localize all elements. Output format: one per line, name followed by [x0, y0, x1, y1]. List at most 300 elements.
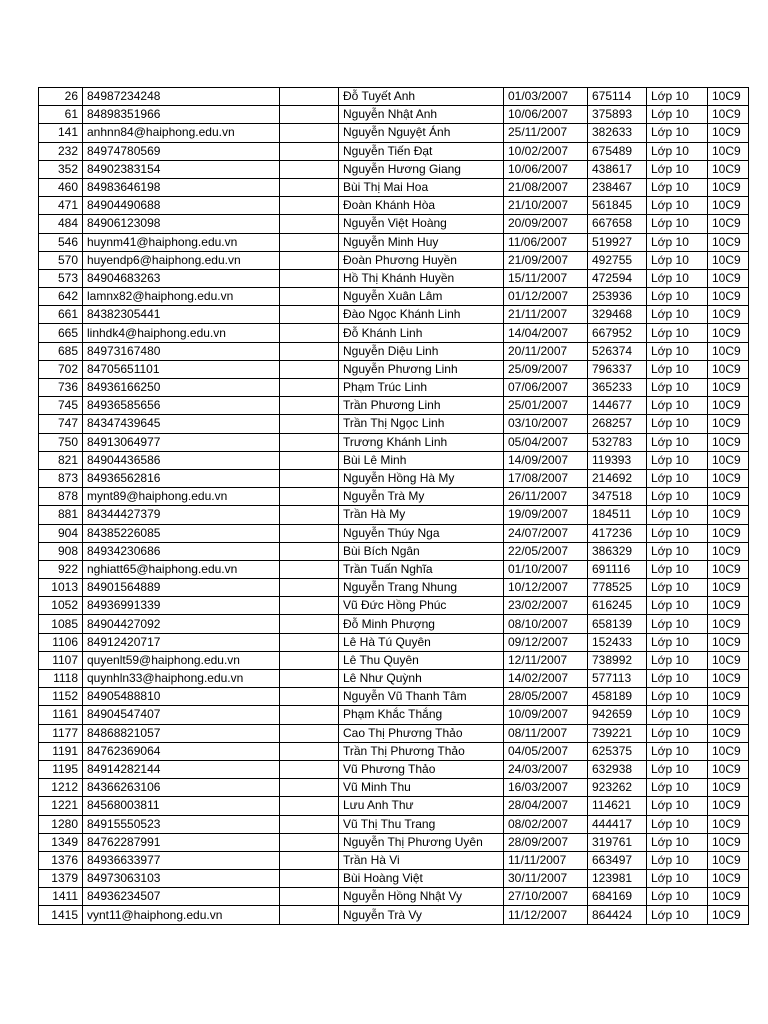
student-name-cell: Trần Tuấn Nghĩa	[339, 560, 504, 578]
student-name-cell: Cao Thị Phương Thảo	[339, 724, 504, 742]
table-row	[39, 688, 749, 706]
code-cell: 667658	[588, 215, 647, 233]
student-id-cell: 1376	[39, 851, 83, 869]
birth-date-cell: 11/12/2007	[504, 906, 588, 924]
code-cell: 417236	[588, 524, 647, 542]
student-name-cell: Đoàn Phương Huyền	[339, 251, 504, 269]
student-name-cell: Nguyễn Trà My	[339, 488, 504, 506]
contact-cell: 84936562816	[83, 469, 280, 487]
contact-cell: 84382305441	[83, 306, 280, 324]
table-row	[39, 288, 749, 306]
table-row	[39, 142, 749, 160]
grade-cell: Lớp 10	[647, 160, 708, 178]
contact-cell: 84904436586	[83, 451, 280, 469]
student-name-cell: Nguyễn Xuân Lâm	[339, 288, 504, 306]
code-cell: 667952	[588, 324, 647, 342]
table-row	[39, 615, 749, 633]
grade-cell: Lớp 10	[647, 870, 708, 888]
grade-cell: Lớp 10	[647, 415, 708, 433]
student-id-cell: 546	[39, 233, 83, 251]
student-name-cell: Nguyễn Hồng Hà My	[339, 469, 504, 487]
student-id-cell: 881	[39, 506, 83, 524]
blank-cell	[280, 397, 339, 415]
code-cell: 739221	[588, 724, 647, 742]
grade-cell: Lớp 10	[647, 560, 708, 578]
contact-cell: quynhln33@haiphong.edu.vn	[83, 670, 280, 688]
class-cell: 10C9	[708, 579, 749, 597]
grade-cell: Lớp 10	[647, 106, 708, 124]
contact-cell: 84905488810	[83, 688, 280, 706]
blank-cell	[280, 251, 339, 269]
grade-cell: Lớp 10	[647, 579, 708, 597]
class-cell: 10C9	[708, 597, 749, 615]
table-row	[39, 251, 749, 269]
contact-cell: 84973063103	[83, 870, 280, 888]
code-cell: 684169	[588, 888, 647, 906]
contact-cell: vynt11@haiphong.edu.vn	[83, 906, 280, 924]
class-cell: 10C9	[708, 633, 749, 651]
student-id-cell: 665	[39, 324, 83, 342]
student-name-cell: Hồ Thị Khánh Huyền	[339, 269, 504, 287]
table-row	[39, 797, 749, 815]
student-id-cell: 61	[39, 106, 83, 124]
birth-date-cell: 28/09/2007	[504, 833, 588, 851]
contact-cell: 84973167480	[83, 342, 280, 360]
student-name-cell: Lê Hà Tú Quyên	[339, 633, 504, 651]
birth-date-cell: 09/12/2007	[504, 633, 588, 651]
table-row	[39, 379, 749, 397]
table-row	[39, 506, 749, 524]
contact-cell: 84934230686	[83, 542, 280, 560]
table-row	[39, 415, 749, 433]
grade-cell: Lớp 10	[647, 233, 708, 251]
contact-cell: 84904547407	[83, 706, 280, 724]
blank-cell	[280, 160, 339, 178]
student-id-cell: 1085	[39, 615, 83, 633]
blank-cell	[280, 724, 339, 742]
grade-cell: Lớp 10	[647, 397, 708, 415]
contact-cell: 84987234248	[83, 88, 280, 106]
grade-cell: Lớp 10	[647, 451, 708, 469]
class-cell: 10C9	[708, 215, 749, 233]
class-cell: 10C9	[708, 888, 749, 906]
grade-cell: Lớp 10	[647, 542, 708, 560]
grade-cell: Lớp 10	[647, 779, 708, 797]
class-cell: 10C9	[708, 815, 749, 833]
grade-cell: Lớp 10	[647, 815, 708, 833]
contact-cell: 84344427379	[83, 506, 280, 524]
grade-cell: Lớp 10	[647, 688, 708, 706]
grade-cell: Lớp 10	[647, 724, 708, 742]
contact-cell: quyenlt59@haiphong.edu.vn	[83, 651, 280, 669]
student-name-cell: Nguyễn Hương Giang	[339, 160, 504, 178]
contact-cell: 84904427092	[83, 615, 280, 633]
birth-date-cell: 19/09/2007	[504, 506, 588, 524]
contact-cell: 84568003811	[83, 797, 280, 815]
contact-cell: 84762287991	[83, 833, 280, 851]
student-id-cell: 878	[39, 488, 83, 506]
blank-cell	[280, 888, 339, 906]
student-name-cell: Đỗ Minh Phượng	[339, 615, 504, 633]
birth-date-cell: 11/11/2007	[504, 851, 588, 869]
class-cell: 10C9	[708, 651, 749, 669]
student-id-cell: 232	[39, 142, 83, 160]
blank-cell	[280, 779, 339, 797]
table-row	[39, 524, 749, 542]
class-cell: 10C9	[708, 742, 749, 760]
grade-cell: Lớp 10	[647, 833, 708, 851]
code-cell: 144677	[588, 397, 647, 415]
blank-cell	[280, 597, 339, 615]
code-cell: 458189	[588, 688, 647, 706]
class-cell: 10C9	[708, 106, 749, 124]
birth-date-cell: 24/03/2007	[504, 760, 588, 778]
student-id-cell: 685	[39, 342, 83, 360]
birth-date-cell: 10/09/2007	[504, 706, 588, 724]
blank-cell	[280, 870, 339, 888]
student-id-cell: 908	[39, 542, 83, 560]
blank-cell	[280, 379, 339, 397]
student-id-cell: 904	[39, 524, 83, 542]
student-id-cell: 26	[39, 88, 83, 106]
table-row	[39, 670, 749, 688]
grade-cell: Lớp 10	[647, 706, 708, 724]
class-cell: 10C9	[708, 251, 749, 269]
student-name-cell: Phạm Khắc Thắng	[339, 706, 504, 724]
birth-date-cell: 04/05/2007	[504, 742, 588, 760]
student-name-cell: Bùi Bích Ngân	[339, 542, 504, 560]
student-name-cell: Bùi Hoàng Việt	[339, 870, 504, 888]
birth-date-cell: 17/08/2007	[504, 469, 588, 487]
table-row	[39, 233, 749, 251]
code-cell: 691116	[588, 560, 647, 578]
blank-cell	[280, 433, 339, 451]
class-cell: 10C9	[708, 379, 749, 397]
code-cell: 119393	[588, 451, 647, 469]
student-id-cell: 1212	[39, 779, 83, 797]
code-cell: 519927	[588, 233, 647, 251]
student-name-cell: Đào Ngọc Khánh Linh	[339, 306, 504, 324]
blank-cell	[280, 178, 339, 196]
code-cell: 238467	[588, 178, 647, 196]
code-cell: 123981	[588, 870, 647, 888]
table-row	[39, 324, 749, 342]
grade-cell: Lớp 10	[647, 597, 708, 615]
class-cell: 10C9	[708, 324, 749, 342]
birth-date-cell: 21/11/2007	[504, 306, 588, 324]
student-name-cell: Nguyễn Vũ Thanh Tâm	[339, 688, 504, 706]
student-id-cell: 873	[39, 469, 83, 487]
grade-cell: Lớp 10	[647, 760, 708, 778]
roster-body	[39, 88, 749, 925]
student-id-cell: 1107	[39, 651, 83, 669]
birth-date-cell: 20/11/2007	[504, 342, 588, 360]
code-cell: 942659	[588, 706, 647, 724]
student-id-cell: 1349	[39, 833, 83, 851]
grade-cell: Lớp 10	[647, 797, 708, 815]
contact-cell: 84914282144	[83, 760, 280, 778]
class-cell: 10C9	[708, 560, 749, 578]
student-id-cell: 1052	[39, 597, 83, 615]
student-name-cell: Nguyễn Minh Huy	[339, 233, 504, 251]
contact-cell: 84902383154	[83, 160, 280, 178]
contact-cell: 84983646198	[83, 178, 280, 196]
contact-cell: mynt89@haiphong.edu.vn	[83, 488, 280, 506]
grade-cell: Lớp 10	[647, 306, 708, 324]
student-id-cell: 1152	[39, 688, 83, 706]
table-row	[39, 597, 749, 615]
class-cell: 10C9	[708, 615, 749, 633]
contact-cell: 84868821057	[83, 724, 280, 742]
contact-cell: 84912420717	[83, 633, 280, 651]
code-cell: 114621	[588, 797, 647, 815]
table-row	[39, 542, 749, 560]
student-name-cell: Lê Như Quỳnh	[339, 670, 504, 688]
contact-cell: 84762369064	[83, 742, 280, 760]
blank-cell	[280, 579, 339, 597]
code-cell: 184511	[588, 506, 647, 524]
code-cell: 152433	[588, 633, 647, 651]
contact-cell: linhdk4@haiphong.edu.vn	[83, 324, 280, 342]
blank-cell	[280, 233, 339, 251]
blank-cell	[280, 106, 339, 124]
student-name-cell: Nguyễn Hồng Nhật Vy	[339, 888, 504, 906]
student-id-cell: 1280	[39, 815, 83, 833]
table-row	[39, 88, 749, 106]
birth-date-cell: 25/01/2007	[504, 397, 588, 415]
blank-cell	[280, 560, 339, 578]
grade-cell: Lớp 10	[647, 88, 708, 106]
grade-cell: Lớp 10	[647, 670, 708, 688]
table-row	[39, 779, 749, 797]
blank-cell	[280, 506, 339, 524]
code-cell: 438617	[588, 160, 647, 178]
code-cell: 268257	[588, 415, 647, 433]
code-cell: 675489	[588, 142, 647, 160]
student-name-cell: Lưu Anh Thư	[339, 797, 504, 815]
student-name-cell: Trần Thị Ngọc Linh	[339, 415, 504, 433]
blank-cell	[280, 524, 339, 542]
birth-date-cell: 14/02/2007	[504, 670, 588, 688]
table-row	[39, 306, 749, 324]
student-id-cell: 1013	[39, 579, 83, 597]
table-row	[39, 760, 749, 778]
table-row	[39, 342, 749, 360]
student-name-cell: Bùi Lê Minh	[339, 451, 504, 469]
table-row	[39, 906, 749, 924]
contact-cell: 84705651101	[83, 360, 280, 378]
student-name-cell: Nguyễn Việt Hoàng	[339, 215, 504, 233]
class-cell: 10C9	[708, 342, 749, 360]
grade-cell: Lớp 10	[647, 615, 708, 633]
code-cell: 319761	[588, 833, 647, 851]
birth-date-cell: 01/03/2007	[504, 88, 588, 106]
birth-date-cell: 20/09/2007	[504, 215, 588, 233]
contact-cell: 84936234507	[83, 888, 280, 906]
table-row	[39, 469, 749, 487]
birth-date-cell: 08/11/2007	[504, 724, 588, 742]
birth-date-cell: 10/02/2007	[504, 142, 588, 160]
table-row	[39, 633, 749, 651]
blank-cell	[280, 797, 339, 815]
birth-date-cell: 27/10/2007	[504, 888, 588, 906]
code-cell: 532783	[588, 433, 647, 451]
table-row	[39, 124, 749, 142]
blank-cell	[280, 269, 339, 287]
student-id-cell: 570	[39, 251, 83, 269]
birth-date-cell: 11/06/2007	[504, 233, 588, 251]
code-cell: 253936	[588, 288, 647, 306]
student-name-cell: Trần Phương Linh	[339, 397, 504, 415]
student-name-cell: Trương Khánh Linh	[339, 433, 504, 451]
student-name-cell: Nguyễn Diệu Linh	[339, 342, 504, 360]
table-row	[39, 451, 749, 469]
grade-cell: Lớp 10	[647, 633, 708, 651]
blank-cell	[280, 360, 339, 378]
blank-cell	[280, 688, 339, 706]
class-cell: 10C9	[708, 506, 749, 524]
birth-date-cell: 14/09/2007	[504, 451, 588, 469]
student-roster-table	[38, 87, 749, 925]
class-cell: 10C9	[708, 397, 749, 415]
table-row	[39, 360, 749, 378]
student-id-cell: 821	[39, 451, 83, 469]
blank-cell	[280, 651, 339, 669]
table-row	[39, 651, 749, 669]
student-name-cell: Lê Thu Quyên	[339, 651, 504, 669]
student-id-cell: 471	[39, 197, 83, 215]
blank-cell	[280, 197, 339, 215]
code-cell: 492755	[588, 251, 647, 269]
class-cell: 10C9	[708, 870, 749, 888]
grade-cell: Lớp 10	[647, 142, 708, 160]
table-row	[39, 579, 749, 597]
birth-date-cell: 26/11/2007	[504, 488, 588, 506]
table-row	[39, 397, 749, 415]
student-name-cell: Nguyễn Thúy Nga	[339, 524, 504, 542]
class-cell: 10C9	[708, 178, 749, 196]
student-id-cell: 747	[39, 415, 83, 433]
student-id-cell: 1118	[39, 670, 83, 688]
student-name-cell: Vũ Đức Hồng Phúc	[339, 597, 504, 615]
contact-cell: 84974780569	[83, 142, 280, 160]
class-cell: 10C9	[708, 469, 749, 487]
birth-date-cell: 12/11/2007	[504, 651, 588, 669]
grade-cell: Lớp 10	[647, 269, 708, 287]
contact-cell: anhnn84@haiphong.edu.vn	[83, 124, 280, 142]
contact-cell: 84915550523	[83, 815, 280, 833]
grade-cell: Lớp 10	[647, 379, 708, 397]
class-cell: 10C9	[708, 833, 749, 851]
contact-cell: 84904683263	[83, 269, 280, 287]
birth-date-cell: 10/06/2007	[504, 106, 588, 124]
grade-cell: Lớp 10	[647, 888, 708, 906]
class-cell: 10C9	[708, 488, 749, 506]
blank-cell	[280, 488, 339, 506]
birth-date-cell: 14/04/2007	[504, 324, 588, 342]
birth-date-cell: 23/02/2007	[504, 597, 588, 615]
table-row	[39, 106, 749, 124]
birth-date-cell: 10/12/2007	[504, 579, 588, 597]
blank-cell	[280, 742, 339, 760]
class-cell: 10C9	[708, 124, 749, 142]
student-name-cell: Vũ Phương Thảo	[339, 760, 504, 778]
contact-cell: 84913064977	[83, 433, 280, 451]
birth-date-cell: 01/10/2007	[504, 560, 588, 578]
blank-cell	[280, 142, 339, 160]
class-cell: 10C9	[708, 524, 749, 542]
code-cell: 472594	[588, 269, 647, 287]
table-row	[39, 433, 749, 451]
birth-date-cell: 21/09/2007	[504, 251, 588, 269]
student-id-cell: 1106	[39, 633, 83, 651]
contact-cell: huynm41@haiphong.edu.vn	[83, 233, 280, 251]
student-id-cell: 1195	[39, 760, 83, 778]
code-cell: 658139	[588, 615, 647, 633]
student-name-cell: Nguyễn Thị Phương Uyên	[339, 833, 504, 851]
student-id-cell: 702	[39, 360, 83, 378]
grade-cell: Lớp 10	[647, 178, 708, 196]
student-id-cell: 1415	[39, 906, 83, 924]
grade-cell: Lớp 10	[647, 342, 708, 360]
birth-date-cell: 10/06/2007	[504, 160, 588, 178]
class-cell: 10C9	[708, 88, 749, 106]
grade-cell: Lớp 10	[647, 506, 708, 524]
birth-date-cell: 16/03/2007	[504, 779, 588, 797]
birth-date-cell: 28/05/2007	[504, 688, 588, 706]
student-name-cell: Vũ Thị Thu Trang	[339, 815, 504, 833]
class-cell: 10C9	[708, 233, 749, 251]
blank-cell	[280, 342, 339, 360]
student-name-cell: Đỗ Tuyết Anh	[339, 88, 504, 106]
student-id-cell: 1191	[39, 742, 83, 760]
blank-cell	[280, 670, 339, 688]
table-row	[39, 160, 749, 178]
student-name-cell: Đoàn Khánh Hòa	[339, 197, 504, 215]
birth-date-cell: 08/10/2007	[504, 615, 588, 633]
code-cell: 616245	[588, 597, 647, 615]
student-id-cell: 1177	[39, 724, 83, 742]
student-id-cell: 484	[39, 215, 83, 233]
code-cell: 561845	[588, 197, 647, 215]
table-row	[39, 197, 749, 215]
code-cell: 526374	[588, 342, 647, 360]
contact-cell: 84936166250	[83, 379, 280, 397]
student-id-cell: 922	[39, 560, 83, 578]
blank-cell	[280, 633, 339, 651]
code-cell: 444417	[588, 815, 647, 833]
code-cell: 365233	[588, 379, 647, 397]
birth-date-cell: 25/11/2007	[504, 124, 588, 142]
birth-date-cell: 25/09/2007	[504, 360, 588, 378]
contact-cell: nghiatt65@haiphong.edu.vn	[83, 560, 280, 578]
code-cell: 347518	[588, 488, 647, 506]
student-id-cell: 573	[39, 269, 83, 287]
table-row	[39, 488, 749, 506]
code-cell: 625375	[588, 742, 647, 760]
class-cell: 10C9	[708, 288, 749, 306]
birth-date-cell: 24/07/2007	[504, 524, 588, 542]
blank-cell	[280, 306, 339, 324]
grade-cell: Lớp 10	[647, 524, 708, 542]
code-cell: 329468	[588, 306, 647, 324]
contact-cell: huyendp6@haiphong.edu.vn	[83, 251, 280, 269]
class-cell: 10C9	[708, 542, 749, 560]
class-cell: 10C9	[708, 797, 749, 815]
contact-cell: 84904490688	[83, 197, 280, 215]
blank-cell	[280, 324, 339, 342]
code-cell: 778525	[588, 579, 647, 597]
